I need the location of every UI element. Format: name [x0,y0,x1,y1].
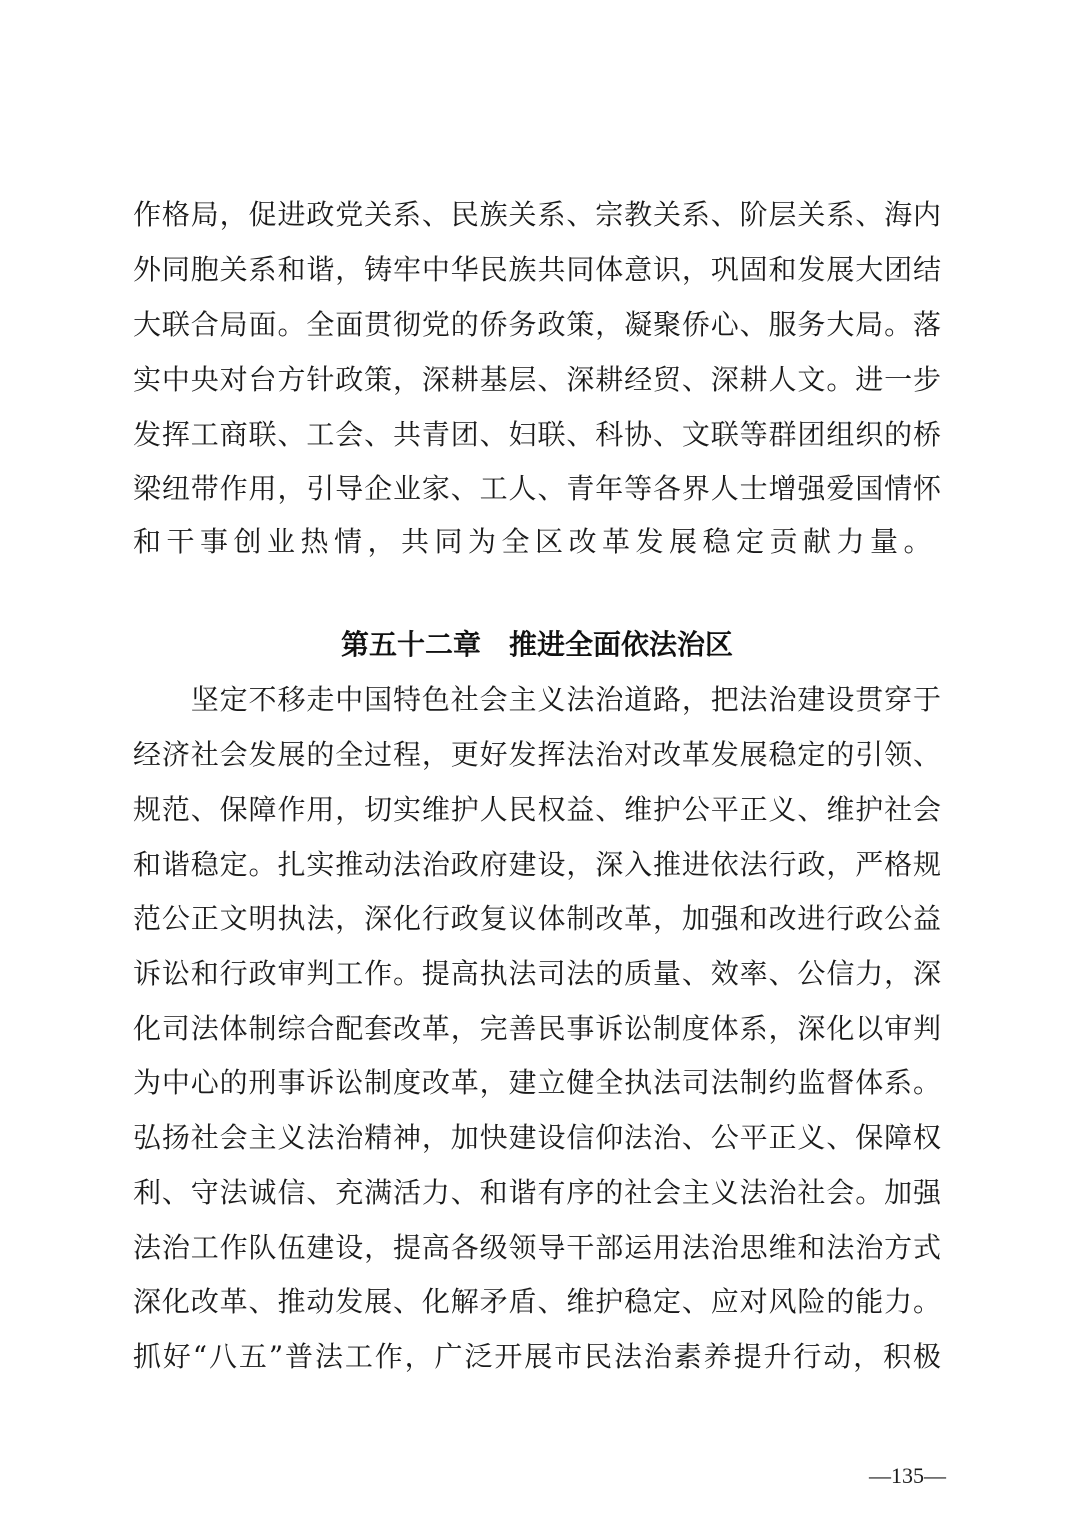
body-text-line: 范公正文明执法，深化行政复议体制改革，加强和改进行政公益 [133,902,941,935]
chapter-heading: 第五十二章 推进全面依法治区 [340,628,733,661]
body-text-line: 为中心的刑事诉讼制度改革，建立健全执法司法制约监督体系。 [133,1066,941,1099]
body-text-line: 化司法体制综合配套改革，完善民事诉讼制度体系，深化以审判 [133,1012,941,1045]
body-text-line: 利、守法诚信、充满活力、和谐有序的社会主义法治社会。加强 [133,1176,941,1209]
body-text-line: 法治工作队伍建设，提高各级领导干部运用法治思维和法治方式 [133,1231,941,1264]
body-text-line: 弘扬社会主义法治精神，加快建设信仰法治、公平正义、保障权 [133,1121,941,1154]
body-text-line: 和谐稳定。扎实推动法治政府建设，深入推进依法行政，严格规 [133,848,941,881]
body-text-line: 诉讼和行政审判工作。提高执法司法的质量、效率、公信力，深 [133,957,941,990]
body-text-line: 坚定不移走中国特色社会主义法治道路，把法治建设贯穿于 [133,683,941,716]
page-number: —135— [869,1463,946,1488]
body-text-line: 作格局，促进政党关系、民族关系、宗教关系、阶层关系、海内 [133,198,941,231]
body-text-line: 和干事创业热情，共同为全区改革发展稳定贡献力量。 [133,525,938,558]
body-text-line: 实中央对台方针政策，深耕基层、深耕经贸、深耕人文。进一步 [133,363,941,396]
body-text-line: 梁纽带作用，引导企业家、工人、青年等各界人士增强爱国情怀 [133,472,941,505]
body-text-line: 规范、保障作用，切实维护人民权益、维护公平正义、维护社会 [133,793,941,826]
body-text-line: 大联合局面。全面贯彻党的侨务政策，凝聚侨心、服务大局。落 [133,308,941,341]
body-text-line: 外同胞关系和谐，铸牢中华民族共同体意识，巩固和发展大团结 [133,253,941,286]
body-text-line: 经济社会发展的全过程，更好发挥法治对改革发展稳定的引领、 [133,738,941,771]
body-text-line: 深化改革、推动发展、化解矛盾、维护稳定、应对风险的能力。 [133,1285,941,1318]
body-text-line: 抓好“八五”普法工作，广泛开展市民法治素养提升行动，积极 [133,1340,941,1373]
body-text-line: 发挥工商联、工会、共青团、妇联、科协、文联等群团组织的桥 [133,418,941,451]
